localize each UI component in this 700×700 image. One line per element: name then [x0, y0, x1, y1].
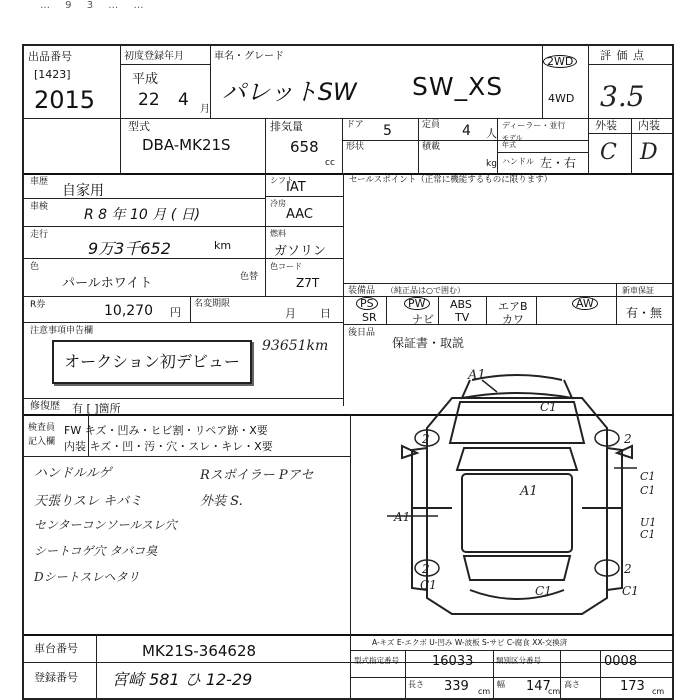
doors-label: ドア: [346, 120, 364, 130]
shape-label: 形状: [346, 142, 365, 152]
month-text: 月: [285, 307, 296, 320]
km-unit: km: [214, 239, 232, 252]
month-unit: 月: [200, 104, 210, 115]
color-change-label: 色替: [240, 272, 259, 282]
registration-month: 4: [178, 90, 189, 110]
damage-legend: A-キズ E-エクボ U-凹み W-波板 S-サビ C-腐食 XX-交換済: [372, 638, 568, 647]
new-car-warranty-label: 新車保証: [622, 286, 654, 295]
equip-ps: PS: [356, 297, 378, 310]
persons-unit: 人: [486, 127, 497, 140]
recycle-fee: 10,270: [104, 303, 153, 319]
displacement-label: 排気量: [270, 120, 303, 133]
handle: 左・右: [540, 156, 577, 170]
model-code: DBA-MK21S: [142, 136, 231, 154]
equip-pw: PW: [404, 297, 430, 310]
length-unit: cm: [478, 687, 491, 696]
mark-c1-right-bottom: C1: [622, 584, 639, 598]
top-strip: … 9 3 … …: [40, 0, 150, 11]
ac-label: 冷房: [270, 199, 286, 208]
color: パールホワイト: [62, 276, 153, 291]
mark-2-rl: 2: [422, 562, 430, 576]
equip-aw: AW: [572, 297, 598, 310]
note-label: 注意事項申告欄: [30, 326, 94, 336]
mark-u1-right: U1: [640, 516, 657, 529]
shift-label: シフト: [270, 176, 294, 185]
doors: 5: [383, 123, 392, 139]
equip-abs: ABS: [450, 298, 472, 311]
debut-stamp-text: オークション初デビュー: [64, 352, 240, 371]
kg-unit: kg: [486, 159, 497, 169]
mileage-label: 走行: [30, 230, 49, 240]
color-code-label: 色コード: [270, 262, 302, 271]
fuel: ガソリン: [274, 244, 327, 259]
height: 173: [620, 679, 645, 694]
mark-2-fl: 2: [422, 432, 430, 446]
interior-grade: D: [640, 140, 658, 165]
inspector-row-2: 内装 キズ・凹・汚・穴・スレ・キレ・X要: [64, 440, 273, 453]
width-unit: cm: [548, 687, 561, 696]
inspection: R 8 年 10 月 ( 日): [84, 207, 201, 223]
plate-label: 登録番号: [34, 671, 78, 684]
mark-a1-left: A1: [394, 510, 411, 524]
usage-label: 車歴: [30, 177, 49, 187]
class-label: 類別区分番号: [496, 656, 541, 665]
lot-number: [1423]: [34, 68, 71, 81]
docs-label: 後日品: [348, 328, 376, 338]
height-unit: cm: [652, 687, 665, 696]
load-label: 積載: [422, 142, 441, 152]
width: 147: [526, 679, 551, 694]
fuel-label: 燃料: [270, 229, 286, 238]
drive-2wd: 2WD: [543, 55, 577, 68]
repair-label: 修復歴: [30, 401, 60, 412]
note-right-1: Rスポイラー Pアセ: [200, 468, 314, 483]
car-name: パレットSW: [222, 78, 357, 106]
recycle-label: R券: [30, 300, 46, 310]
era: 平成: [132, 72, 159, 87]
score-label: 評 価 点: [600, 49, 645, 62]
debut-stamp: [52, 340, 252, 384]
score: 3.5: [600, 80, 645, 113]
inspector-row-1: FW キズ・凹み・ヒビ割・リペア跡・X要: [64, 424, 268, 437]
mark-a1-roof: A1: [520, 484, 538, 499]
inspection-label: 車検: [30, 202, 49, 212]
drive-4wd: 4WD: [548, 92, 575, 105]
usage: 自家用: [62, 183, 104, 199]
equip-airbag: エアB: [498, 300, 528, 313]
note-line-4: シートコゲ穴 タバコ臭: [34, 544, 158, 558]
chassis-label: 車台番号: [34, 642, 78, 655]
exterior-label: 外装: [595, 119, 617, 132]
mark-c1-fender: C1: [640, 484, 656, 497]
handle-label: ハンドル: [502, 157, 534, 166]
cc-unit: cc: [325, 158, 335, 168]
height-label: 高さ: [564, 680, 580, 689]
color-code: Z7T: [296, 276, 320, 290]
length: 339: [444, 679, 469, 694]
mark-a1-front: A1: [468, 368, 486, 383]
model-code-label: 型式: [128, 120, 150, 133]
interior-label: 内装: [638, 119, 660, 132]
length-label: 長さ: [408, 680, 424, 689]
equip-sr: SR: [362, 311, 377, 324]
capacity-label: 定員: [422, 120, 441, 130]
grade: SW_XS: [412, 72, 504, 101]
dealer-label: ディーラー・並行: [502, 121, 566, 130]
equip-navi: ナビ: [412, 313, 434, 326]
parking-label: 名変期限: [194, 299, 231, 309]
new-car-warranty: 有・無: [626, 306, 663, 320]
equip-tv: TV: [455, 311, 470, 324]
mark-c1-right-rear: C1: [640, 528, 656, 541]
note-right-2: 外装 S.: [200, 494, 243, 509]
odometer-note: 93651km: [262, 338, 329, 354]
mileage: 9万3千652: [88, 239, 171, 258]
chassis-number: MK21S-364628: [142, 642, 257, 660]
car-name-label: 車名・グレード: [214, 51, 284, 62]
note-line-1: ハンドルルゲ: [34, 466, 112, 481]
ac: AAC: [286, 207, 313, 222]
displacement: 658: [290, 138, 319, 156]
shift: IAT: [286, 180, 306, 195]
mark-2-rr: 2: [624, 562, 632, 576]
width-label: 幅: [497, 680, 505, 689]
yen-unit: 円: [170, 306, 181, 319]
mark-c1-front: C1: [540, 400, 557, 414]
mark-c1-right-door: C1: [640, 470, 656, 483]
class-number: 0008: [604, 654, 638, 669]
note-line-5: Dシートスレヘタリ: [34, 570, 140, 584]
color-label: 色: [30, 262, 40, 272]
mark-2-fr: 2: [624, 432, 632, 446]
day-text: 日: [320, 307, 331, 320]
plate-number: 宮崎 581 ひ 12-29: [112, 670, 253, 689]
type-cert-label: 型式指定番号: [354, 656, 399, 665]
capacity: 4: [462, 123, 471, 139]
model-year-label: モデル 年式: [502, 134, 523, 149]
docs: 保証書・取説: [392, 336, 465, 350]
equipment-label: 装備品: [348, 286, 376, 296]
registration-year: 22: [138, 90, 160, 110]
note-line-3: センターコンソールスレ穴: [34, 518, 177, 532]
mark-c1-rear: C1: [535, 584, 552, 598]
equip-leather: カワ: [502, 313, 524, 326]
note-line-2: 天張りスレ キバミ: [34, 494, 143, 509]
inspector-label-2: 記入欄: [28, 437, 56, 447]
mark-c1-left-rear: C1: [420, 578, 437, 592]
repair: 有 [ ]箇所: [72, 402, 121, 415]
registration-label: 初度登録年月: [124, 51, 184, 62]
model-year: 2015: [34, 86, 96, 114]
equipment-note: （純正品は○で囲む）: [386, 286, 465, 295]
exterior-grade: C: [600, 140, 617, 165]
lot-label: 出品番号: [28, 50, 72, 63]
type-cert: 16033: [432, 654, 474, 669]
sales-point-label: セールスポイント（正常に機能するものに限ります）: [349, 175, 553, 185]
inspector-label: 検査員: [28, 423, 56, 433]
